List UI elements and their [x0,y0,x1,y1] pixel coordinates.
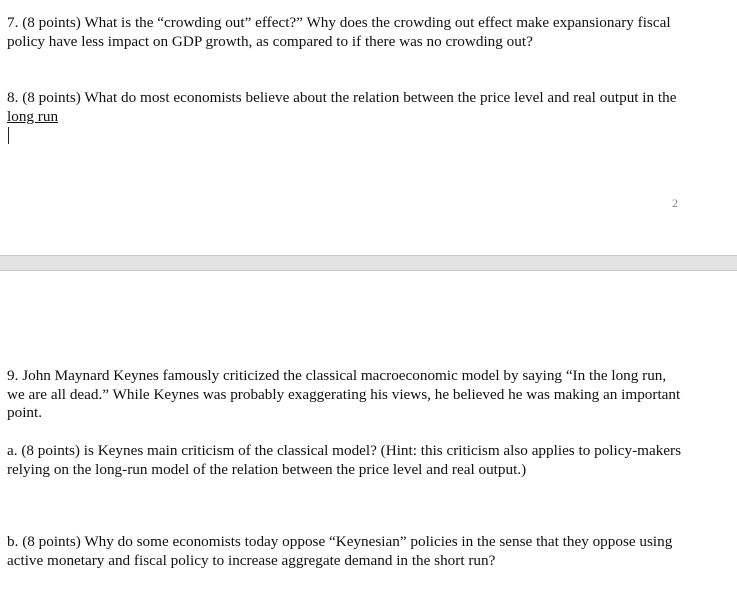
question-8[interactable] [7,89,687,126]
page-number: 2 [672,196,678,210]
question-9b[interactable]: b. (8 points) Why do some economists today oppose “Keynesian” policies in the sense that they oppose using active monetary and fiscal policy to increase aggregate demand in the short run? [7,533,673,569]
question-9a[interactable]: a. (8 points) is Keynes main criticism of the classical model? (Hint: this criticism also applies to policy-makers relying on the long-run model of the relation between the price level and real output.) [7,442,681,478]
page-2[interactable] [0,0,737,255]
text-cursor [8,127,9,144]
question-8-text: 8. (8 points) What do most economists believe about the relation between the price level and real output in the [7,89,677,106]
page-break [0,255,737,271]
question-7[interactable]: 7. (8 points) What is the “crowding out” effect?” Why does the crowding out effect make expansionary fiscal policy have less impact on GDP growth, as compared to if there was no crowding out? [7,14,671,50]
question-8-long-run: long run [7,107,59,125]
question-9[interactable]: 9. John Maynard Keynes famously criticized the classical macroeconomic model by saying “In the long run, we are all dead.” While Keynes was probably exaggerating his views, he believed he was making an important point. [7,367,681,421]
page-3[interactable] [0,271,737,606]
